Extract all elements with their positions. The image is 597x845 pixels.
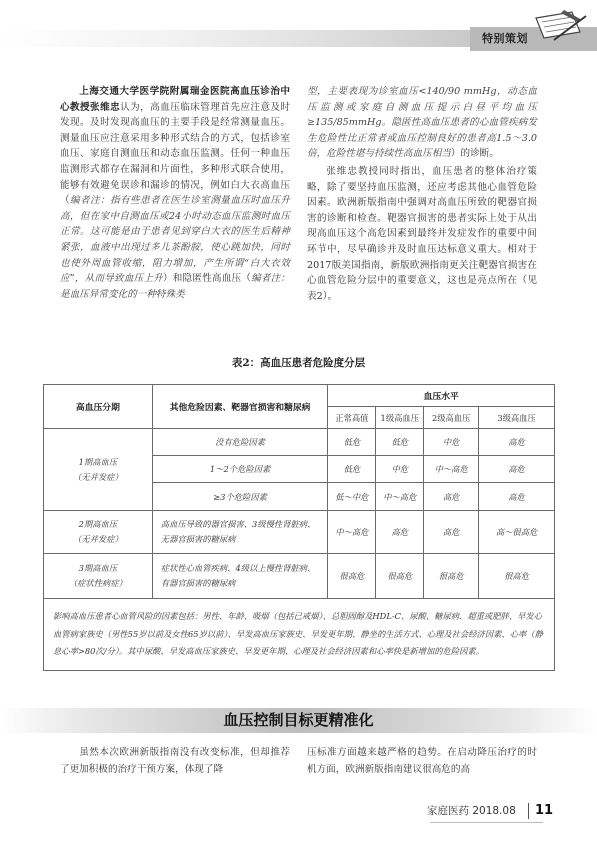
article-paragraph-2: 张维忠教授同时指出，血压患者的整体治疗策略，除了要坚持血压监测，还应考虑其他心血管危险因素。欧洲新版指南中强调对高血压所致的靶器官损害的诊断和检查。靶器官损害的患者实际上处于从出现高血压这个高危因素到最终并发症发作的重要中间环节中，尽早确诊并及时血压达标意义重大。相对于2017版美国指南，新版欧洲指南更关注靶器官损害在心血管危险分层中的重要意义，这也是亮点所在（见表2）。 [307,165,537,302]
table-note-row [44,599,555,671]
risk-cell: 低危 [328,429,376,456]
stage3-label [44,554,153,599]
publication-name: 家庭医药 2018.08 [427,805,516,817]
header-gradient-strip [0,30,470,47]
stage2-sub: （无并发症） [72,534,123,544]
footer-divider [528,803,529,819]
header-level-grade1: 1级高血压 [376,407,424,429]
section-title: 血压控制目标更精准化 [223,711,374,729]
header-level-grade2: 2级高血压 [424,407,479,429]
page-header [0,27,597,51]
header-level-grade3: 3级高血压 [479,407,555,429]
risk-cell: 高危 [479,429,555,456]
table-row [44,429,555,456]
table-title: 表2：高血压患者危险度分层 [231,357,366,369]
paragraph-text: ）和隐匿性高血压（ [162,273,252,285]
stage1-sub: （无并发症） [72,471,123,482]
author-byline: 上海交通大学医学院附属瑞金医院高血压诊治中心教授张维忠 [60,86,290,113]
section-banner [0,706,597,734]
table-row [44,511,555,554]
factor-cell: 症状性心血管疾病、4级以上慢性肾脏病、有器官损害的糖尿病 [152,554,328,599]
risk-cell: 高危 [424,483,479,511]
factor-cell: 1～2个危险因素 [152,456,328,483]
risk-cell: 很高危 [479,554,555,599]
section2-paragraph: 虽然本次欧洲新版指南没有改变标准，但却推荐了更加积极的治疗干预方案，体现了降 [60,747,290,775]
risk-cell: 高危 [376,511,424,554]
notebook-pen-icon [528,6,588,46]
risk-cell: 高危 [424,511,479,554]
article-right-column [307,84,537,304]
table-row [44,554,555,599]
risk-cell: 很高危 [424,554,479,599]
article-paragraph-1 [60,84,290,302]
editor-note-white-coat: 编者注：指有些患者在医生诊室测量血压时血压升高，但在家中自测血压或24小时动态血压监测时血压正常。这可能是由于患者见到穿白大衣的医生后精神紧张，血液中出现过多儿茶酚胺，使心跳加快，同时也使外周血管收缩，阻力增加，产生所谓“白大衣效应”，从而导致血压上升 [60,195,291,285]
editor-note-masked-hypertension: 编者注：是血压异常变化的一种特殊类 [60,273,291,300]
section2-left-column [60,745,290,778]
risk-cell: 低危 [328,456,376,483]
risk-cell: 低～中危 [328,483,376,511]
header-stage: 高血压分期 [44,385,153,429]
paragraph-text: ）的诊断。 [450,148,499,160]
factor-cell: ≥3个危险因素 [152,483,328,511]
risk-cell: 高危 [479,483,555,511]
risk-cell: 中危 [376,456,424,483]
risk-cell: 中危 [424,429,479,456]
paragraph-text: 认为，高血压临床管理首先应注意及时发现。及时发现高血压的主要手段是经常测量血压。测量血压应注意采用多种形式结合的方式，包括诊室血压、家庭自测血压和动态血压监测。任何一种血压监测形式都存在漏洞和片面性，多种形式联合使用，能够有效避免误诊和漏诊的情况，例如白大衣高血压（ [60,101,291,207]
factor-cell: 高血压导致的器官损害、3级慢性肾脏病、无器官损害的糖尿病 [152,511,328,554]
section2-paragraph-cont: 压标准方面越来越严格的趋势。在启动降压治疗的时机方面，欧洲新版指南建议很高危的高 [307,747,537,775]
table-note: 影响高血压患者心血管风险的因素包括：男性、年龄、吸烟（包括已戒烟）、总胆固醇及HDL-C、尿酸、糖尿病、超重或肥胖、早发心血管病家族史（男性55岁以前及女性65岁以前）、早发高血压家族史、早发更年期、静坐的生活方式、心理及社会经济因素、心率（静息心率>80次/分）。其中尿酸、早发高血压家族史、早发更年期、心理及社会经济因素和心率快是新增加的危险因素。 [44,599,555,671]
section-label: 特别策划 [470,27,597,51]
editor-note-masked-hypertension-cont: 型，主要表现为诊室血压<140/90 mmHg，动态血压监测或家庭自测血压提示白昼平均血压≥135/85mmHg。隐匿性高血压患者的心血管疾病发生危险性比正常者或血压控制良好的患者高1.5～3.0倍，危险性堪与持续性高血压相当 [307,86,537,160]
risk-cell: 高～很高危 [479,511,555,554]
risk-cell: 高危 [479,456,555,483]
header-level-normal-high: 正常高值 [328,407,376,429]
risk-cell: 中～高危 [376,483,424,511]
header-bp-level: 血压水平 [328,385,555,407]
stage2-name: 2期高血压 [78,519,118,529]
stage3-sub: （症状性病症） [68,578,127,588]
risk-cell: 很高危 [376,554,424,599]
footer-rule [430,822,543,823]
table-header-row [44,385,555,407]
stage1-label [44,429,153,511]
article-left-column [60,84,290,302]
risk-cell: 中～高危 [424,456,479,483]
risk-cell: 很高危 [328,554,376,599]
factor-cell: 没有危险因素 [152,429,328,456]
risk-cell: 中～高危 [328,511,376,554]
risk-stratification-table [43,384,555,671]
header-factors: 其他危险因素、靶器官损害和糖尿病 [152,385,328,429]
article-paragraph-cont [307,84,537,162]
page-number: 11 [535,803,554,818]
section2-right-column [307,745,537,778]
stage3-name: 3期高血压 [78,563,118,573]
risk-cell: 低危 [376,429,424,456]
stage1-name: 1期高血压 [78,456,118,467]
stage2-label [44,511,153,554]
